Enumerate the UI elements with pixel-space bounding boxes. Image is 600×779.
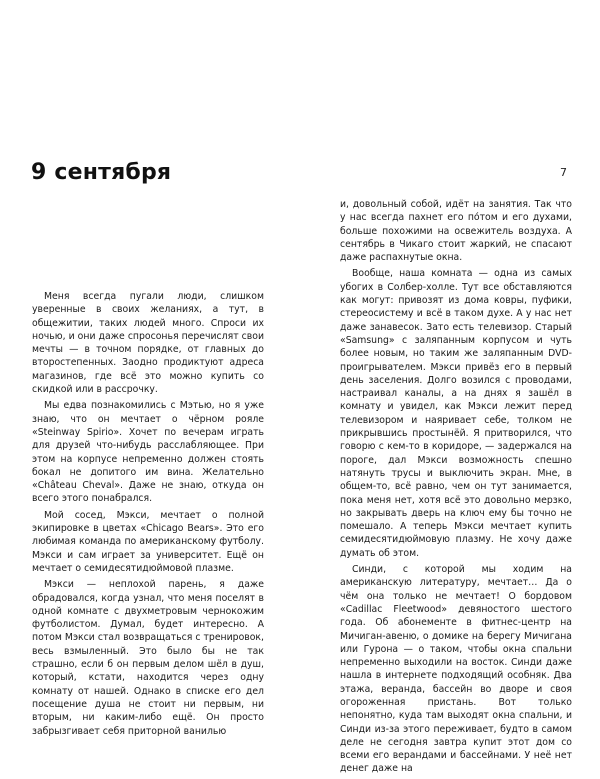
chapter-heading: 9 сентября xyxy=(31,160,172,185)
right-column xyxy=(340,198,572,779)
page-number: 7 xyxy=(560,166,567,179)
paragraph: Мэкси — неплохой парень, я даже обрадовался, когда узнал, что меня поселят в одной комнате с двухметровым чернокожим футболистом. Думал, будет интересно. А потом Мэкси стал возвращаться с тренировок, весь взмыленный. Это было бы не так страшно, если б он первым делом шёл в душ, который, кстати, находится через одну комнату от нашей. Однако в списке его дел посещение душа не стоит ни первым, ни вторым, ни каким-либо ещё. Он просто забрызгивает себя приторной ванилью xyxy=(32,579,264,737)
left-column xyxy=(32,290,264,741)
paragraph: Мой сосед, Мэкси, мечтает о полной экипировке в цветах «Chicago Bears». Это его любимая команда по американскому футболу. Мэкси и сам играет за университет. Ещё он мечтает о семидесятидюймовой плазме. xyxy=(32,509,264,574)
paragraph: Синди, с которой мы ходим на американскую литературу, мечтает… Да о чём она только не мечтает! О бордовом «Cadillac Fleetwood» девяностого шестого года. Об абонементе в фитнес-центр на Мичиган-авеню, о домике на берегу Мичигана или Гурона — о таком, чтобы окна спальни непременно выходили на восток. Синди даже нашла в интернете подходящий особняк. Два этажа, веранда, бассейн во дворе и своя огороженная пристань. Вот только непонятно, куда там выходят окна спальни, и Синди из-за этого переживает, будто в самом деле не сегодня завтра купит этот дом со всеми его верандами и бассейнами. У неё нет денег даже на xyxy=(340,564,572,775)
paragraph: Меня всегда пугали люди, слишком уверенные в своих желаниях, а тут, в общежитии, таких людей много. Спроси их ночью, и они даже спросонья перечислят свои мечты — в точном порядке, от главных до второстепенных. Заодно продиктуют адреса магазинов, где всё это можно купить со скидкой или в рассрочку. xyxy=(32,291,264,396)
paragraph: Мы едва познакомились с Мэтью, но я уже знаю, что он мечтает о чёрном рояле «Steinway Spirio». Хочет по вечерам играть для друзей что-нибудь расслабляющее. При этом на корпусе непременно должен стоять бокал не допитого им вина. Желательно «Château Cheval». Даже не знаю, откуда он всего этого понабрался. xyxy=(32,400,264,505)
paragraph: Вообще, наша комната — одна из самых убогих в Солбер-холле. Тут все обставляются как могут: привозят из дома ковры, пуфики, стереосистему и всё в таком духе. А у нас нет даже занавесок. Зато есть телевизор. Старый «Samsung» с заляпанным корпусом и чуть более новым, но таким же заляпанным DVD-проигрывателем. Мэкси привёз его в первый день заселения. Долго возился с проводами, настраивал каналы, а на днях я зашёл в комнату и увидел, как Мэкси лежит перед телевизором и наяривает себе, толком не прикрывшись простынёй. Я притворился, что говорю с кем-то в коридоре, — задержался на пороге, дал Мэкси возможность спешно натянуть трусы и выключить экран. Мне, в общем-то, всё равно, чем он тут занимается, пока меня нет, хотя всё это довольно мерзко, но закрывать дверь на ключ ему бы точно не помешало. А теперь Мэкси мечтает купить семидесятидюймовую плазму. Не хочу даже думать об этом. xyxy=(340,268,572,559)
paragraph: и, довольный собой, идёт на занятия. Так что у нас всегда пахнет его по́том и его духами, больше похожими на освежитель воздуха. А сентябрь в Чикаго стоит жаркий, не спасают даже распахнутые окна. xyxy=(340,199,572,264)
